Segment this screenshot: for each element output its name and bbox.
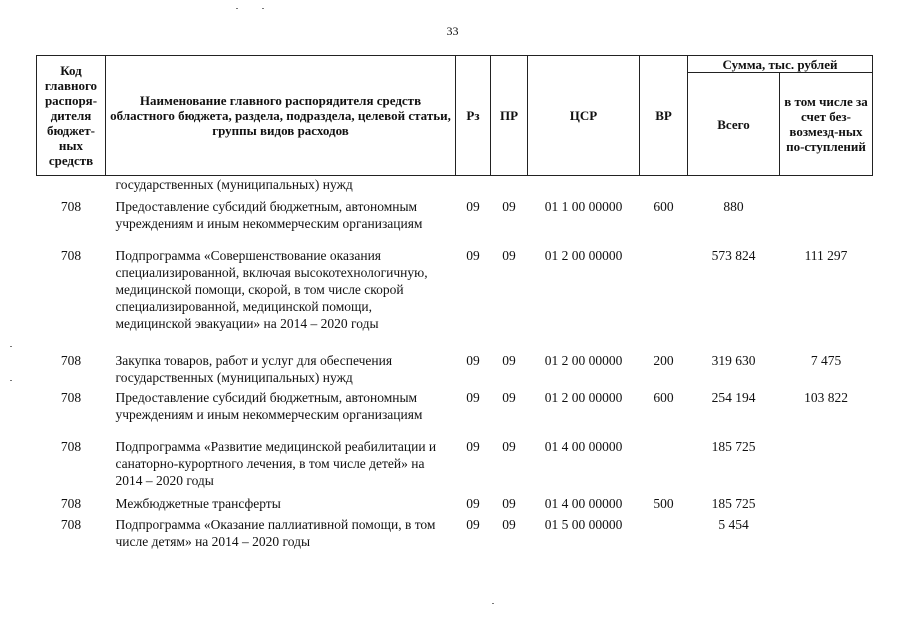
cell-csr: 01 5 00 00000 xyxy=(544,517,623,532)
cell-pr: 09 xyxy=(502,248,516,263)
cell-total: 5 454 xyxy=(718,517,749,532)
cell-csr: 01 2 00 00000 xyxy=(544,390,623,405)
cell-csr: 01 2 00 00000 xyxy=(544,248,623,263)
table-body xyxy=(37,176,873,551)
cell-rz: 09 xyxy=(466,390,480,405)
scan-speck xyxy=(236,8,238,9)
table-row xyxy=(37,240,873,345)
table-row xyxy=(37,193,873,240)
cell-code: 708 xyxy=(60,517,82,532)
cell-name: Предоставление субсидий бюджетным, автономным учреждениям и иным некоммерческим организациям xyxy=(115,199,423,231)
header-name: Наименование главного распорядителя средств областного бюджета, раздела, подраздела, целевой статьи, группы видов расходов xyxy=(106,56,456,176)
cell-total: 880 xyxy=(723,199,744,214)
cell-code: 708 xyxy=(60,439,82,454)
cell-incl: 7 475 xyxy=(810,353,842,368)
cell-rz: 09 xyxy=(466,199,480,214)
cell-code: 708 xyxy=(60,199,82,214)
scan-speck xyxy=(10,346,12,347)
cell-total: 185 725 xyxy=(711,496,756,511)
table-row-continuation xyxy=(37,176,873,194)
cell-vr xyxy=(640,240,688,345)
cell-pr: 09 xyxy=(502,439,516,454)
cell-name: Подпрограмма «Развитие медицинской реабилитации и санаторно-курортного лечения, в том числе детей» на 2014 – 2020 годы xyxy=(115,439,437,488)
cell-code xyxy=(37,176,106,194)
table-row xyxy=(37,434,873,489)
cell-incl xyxy=(780,193,873,240)
table-header xyxy=(37,56,873,176)
cell-total: 254 194 xyxy=(711,390,756,405)
page-number: 33 xyxy=(446,24,459,38)
header-sum-group: Сумма, тыс. рублей xyxy=(688,56,873,73)
header-csr: ЦСР xyxy=(528,56,640,176)
cell-code: 708 xyxy=(60,248,82,263)
cell-pr: 09 xyxy=(502,496,516,511)
cell-name: Закупка товаров, работ и услуг для обеспечения государственных (муниципальных) нужд xyxy=(115,353,393,385)
header-pr: ПР xyxy=(491,56,528,176)
cell-total: 185 725 xyxy=(711,439,756,454)
cell-vr: 500 xyxy=(653,496,674,511)
cell-pr: 09 xyxy=(502,199,516,214)
budget-table xyxy=(36,55,873,550)
cell-total: 573 824 xyxy=(711,248,756,263)
header-vr: ВР xyxy=(640,56,688,176)
cell-total: 319 630 xyxy=(711,353,756,368)
cell-incl xyxy=(780,512,873,550)
header-total: Всего xyxy=(688,73,780,176)
cell-vr: 600 xyxy=(653,390,674,405)
scan-speck xyxy=(262,8,264,9)
header-code: Код главного распоря-дителя бюджет-ных средств xyxy=(37,56,106,176)
cell-name: Подпрограмма «Оказание паллиативной помощи, в том числе детям» на 2014 – 2020 годы xyxy=(115,517,436,549)
table-row xyxy=(37,512,873,550)
table-row xyxy=(37,386,873,434)
header-incl: в том числе за счет без-возмезд-ных по-ступлений xyxy=(780,73,873,176)
cell-name: Межбюджетные трансферты xyxy=(115,496,281,511)
cell-name: Предоставление субсидий бюджетным, автономным учреждениям и иным некоммерческим организациям xyxy=(115,390,423,422)
cell-vr xyxy=(640,512,688,550)
cell-code: 708 xyxy=(60,390,82,405)
cell-vr: 600 xyxy=(653,199,674,214)
cell-continuation: государственных (муниципальных) нужд xyxy=(115,177,353,192)
cell-vr: 200 xyxy=(653,353,674,368)
cell-code: 708 xyxy=(60,353,82,368)
cell-rz: 09 xyxy=(466,517,480,532)
cell-rz: 09 xyxy=(466,353,480,368)
table-row xyxy=(37,489,873,512)
cell-pr: 09 xyxy=(502,517,516,532)
cell-pr: 09 xyxy=(502,353,516,368)
cell-rz: 09 xyxy=(466,496,480,511)
cell-pr: 09 xyxy=(502,390,516,405)
cell-name: Подпрограмма «Совершенствование оказания специализированной, включая высокотехнологичную, медицинской помощи, скорой, в том числе скорой специализированной, медицинской помощи, медицинской эвакуации» на 2014 – 2020 годы xyxy=(115,248,428,331)
header-rz: Рз xyxy=(456,56,491,176)
scan-speck xyxy=(492,603,494,604)
cell-csr: 01 4 00 00000 xyxy=(544,496,623,511)
cell-vr xyxy=(640,434,688,489)
cell-code: 708 xyxy=(60,496,82,511)
cell-incl xyxy=(780,489,873,512)
cell-rz: 09 xyxy=(466,439,480,454)
cell-incl: 111 297 xyxy=(804,248,848,263)
scan-speck xyxy=(10,380,12,381)
cell-rz: 09 xyxy=(466,248,480,263)
cell-incl: 103 822 xyxy=(804,390,848,405)
cell-incl xyxy=(780,434,873,489)
cell-csr: 01 2 00 00000 xyxy=(544,353,623,368)
cell-csr: 01 4 00 00000 xyxy=(544,439,623,454)
table-row xyxy=(37,345,873,386)
cell-csr: 01 1 00 00000 xyxy=(544,199,623,214)
